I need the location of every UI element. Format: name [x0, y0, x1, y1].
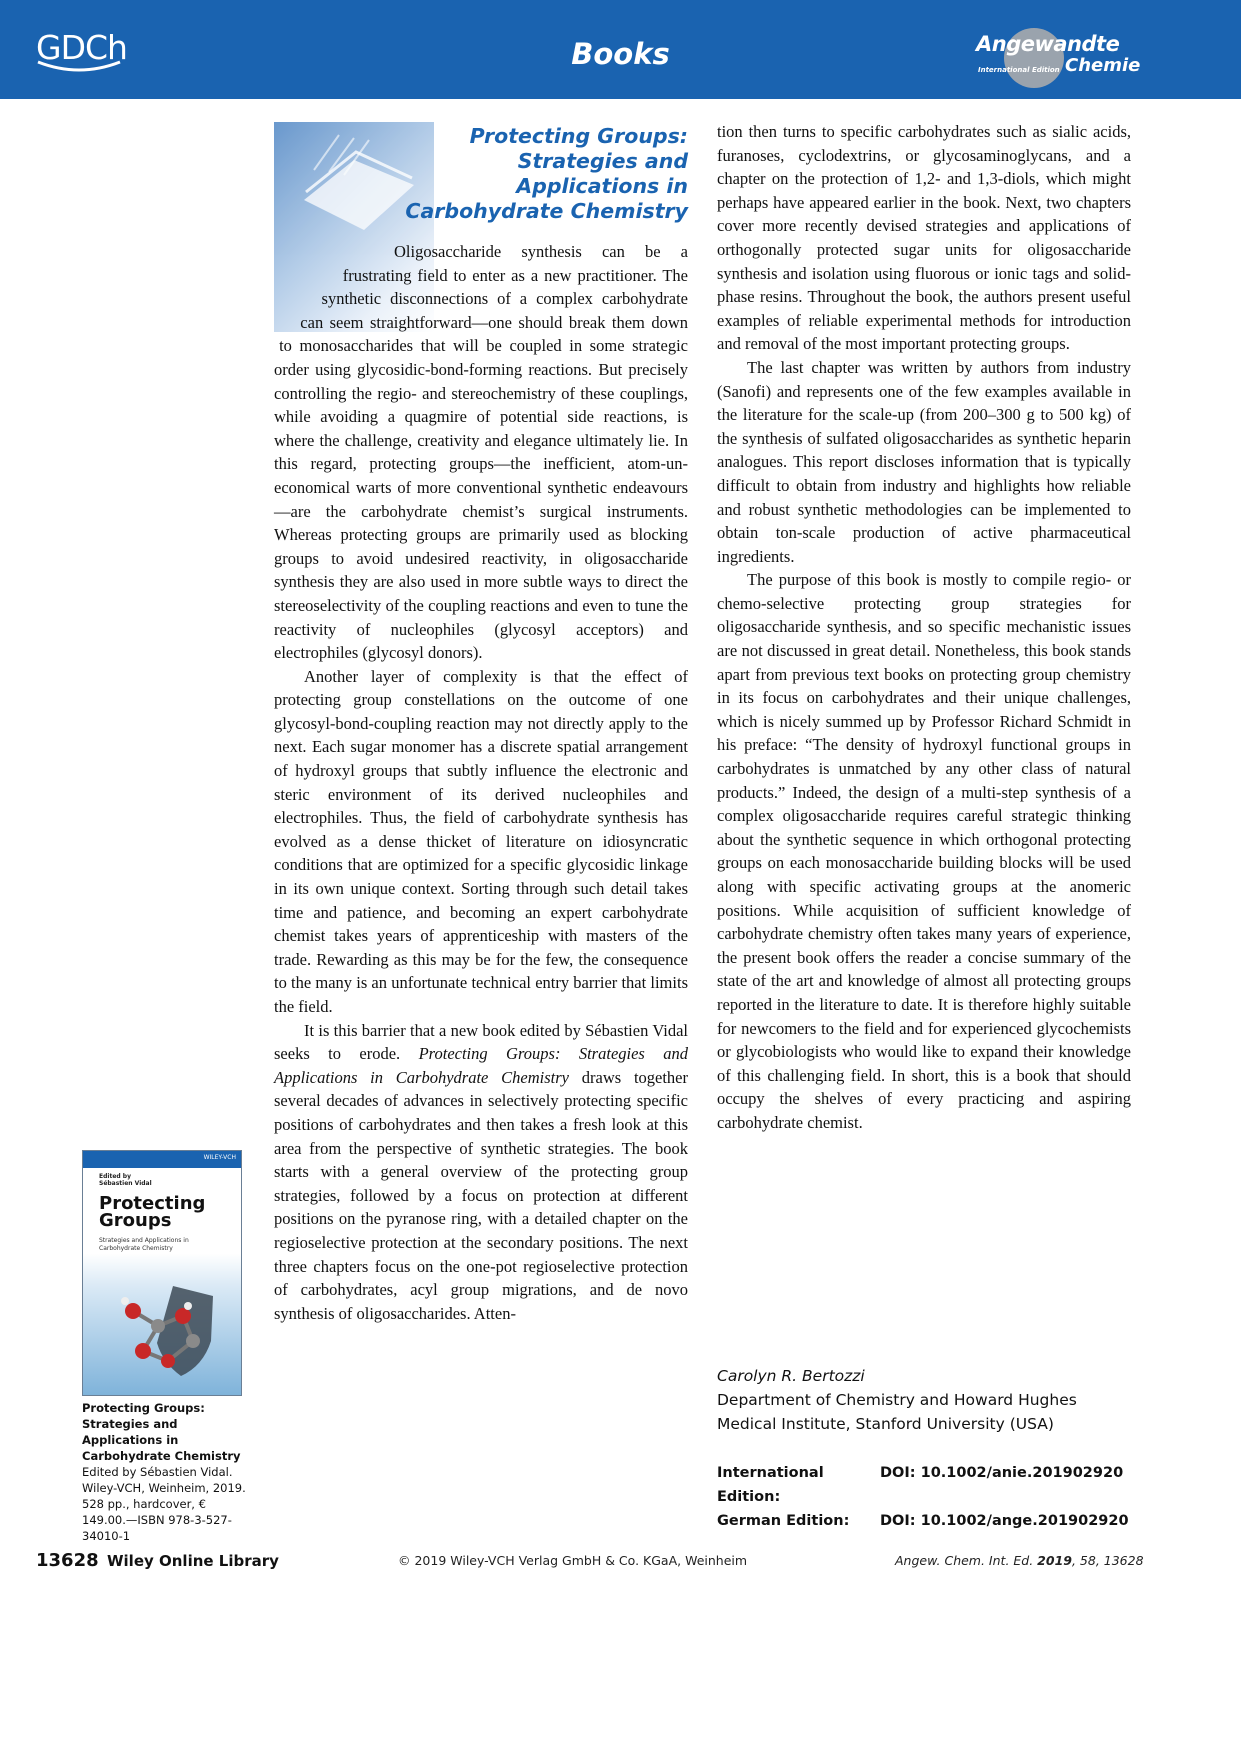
- cover-subtitle: Strategies and Applications in Carbohydrate Chemistry: [99, 1237, 189, 1252]
- cover-editor: [99, 1173, 152, 1187]
- journal-citation: [895, 1553, 1144, 1568]
- body-paragraph: The last chapter was written by authors from industry (Sanofi) and represents one of the few examples available in the literature for the scale-up (from 200–300 g to 500 kg) of the synthesis of sulfated oligosaccharides as synthetic heparin analogues. This report discloses information that is typically difficult to obtain from industry and highlights how reliable and robust synthetic methodologies can be implemented to obtain ton-scale production of active pharmaceutical ingredients.: [717, 357, 1131, 566]
- cover-title: [99, 1195, 205, 1229]
- cover-title-line: Groups: [99, 1210, 172, 1231]
- cover-publisher: WILEY-VCH: [203, 1154, 236, 1161]
- body-paragraph: [274, 1019, 688, 1326]
- cover-editor-line: Edited by: [99, 1173, 131, 1180]
- section-title: Books: [571, 37, 670, 71]
- citation-volume: , 58, 13628: [1071, 1553, 1144, 1568]
- body-paragraph: The purpose of this book is mostly to compile regio- or chemo-selective protecting group strategies for oligosaccharide synthesis, and so specific mechanistic issues are not discussed in great detail. Nonetheless, this book stands apart from previous text books on protecting group chemistry in its focus on carbohydrates and their unique challenges, which is nicely summed up by Professor Richard Schmidt in his preface: “The density of hydroxyl functional groups in carbohydrates is unmatched by any other class of natural products.” Indeed, the design of a multi-step synthesis of a complex oligosaccharide requires careful strategic thinking about the synthetic sequence in which orthogonal protecting groups on each monosaccharide building blocks will be used along with specific activating groups at the anomeric positions. While acquisition of sufficient knowledge of carbohydrate chemistry often takes many years of experience, the present book offers the reader a concise summary of the state of the art and knowledge of almost all protecting groups reported in the literature to date. It is therefore highly suitable for newcomers to the field and for experienced glycochemists or glycobiologists who would like to expand their knowledge of this challenging field. In short, this is a book that should occupy the shelves of every practicing and aspiring carbohydrate chemist.: [717, 570, 1131, 1132]
- citation-year: 2019: [1037, 1553, 1072, 1568]
- angewandte-logo-word: Angewandte: [976, 32, 1120, 56]
- left-text-column: [274, 240, 688, 1325]
- angewandte-logo[interactable]: [968, 26, 1140, 88]
- cover-title-line: Protecting: [99, 1193, 206, 1214]
- cover-editor-name: Sébastien Vidal: [99, 1180, 152, 1187]
- doi-intl-link[interactable]: DOI: 10.1002/anie.201902920: [880, 1465, 1124, 1481]
- page-footer: [0, 1550, 1241, 1574]
- doi-intl-label: International Edition:: [717, 1465, 824, 1505]
- wiley-online-library-link[interactable]: Wiley Online Library: [107, 1552, 279, 1570]
- doi-german-label: German Edition:: [717, 1513, 850, 1529]
- right-text-column: [717, 120, 1131, 1135]
- reviewer-affiliation: Department of Chemistry and Howard Hughes Medical Institute, Stanford University (USA): [717, 1391, 1077, 1433]
- doi-german-link[interactable]: DOI: 10.1002/ange.201902920: [880, 1513, 1129, 1529]
- book-title-italic: Protecting Groups: Strategies and Applications in Carbohydrate Chemistry: [274, 1044, 689, 1087]
- header-banner: [0, 0, 1241, 99]
- cover-band: [83, 1151, 241, 1168]
- body-text: It is this barrier that a new book edited by Sébastien Vidal seeks to erode.: [274, 1020, 688, 1064]
- review-title: Protecting Groups: Strategies and Applications in Carbohydrate Chemistry: [405, 124, 688, 223]
- chemie-logo-word: Chemie: [1065, 55, 1141, 76]
- body-text: draws together several decades of advances in selectively protecting specific positions of carbohydrates and then takes a fresh look at this area from the perspective of synthetic strategies. The book starts with a general overview of the protecting group strategies, followed by a focus on protection at different positions on the pyranose ring, with a detailed chapter on the regioselective protection at the secondary positions. The next three chapters focus on the one-pot regioselective protection of carbohydrates, acyl group migrations, and de novo synthesis of oligosaccharides. Atten-: [274, 1067, 688, 1323]
- caption-details: Edited by Sébastien Vidal. Wiley-VCH, Weinheim, 2019. 528 pp., hardcover, € 149.00.—ISBN 978-3-527-34010-1: [82, 1465, 246, 1543]
- reviewer-name: Carolyn R. Bertozzi: [717, 1367, 865, 1385]
- body-paragraph: tion then turns to specific carbohydrates such as sialic acids, furanoses, cyclodextrins, or glycosaminoglycans, and a chapter on the protection of 1,2- and 1,3-diols, which might perhaps have appeared earlier in the book. Next, two chapters cover more recently devised strategies and applications of orthogonally protected sugar units for oligosaccharide synthesis and isolation using fluorous or ionic tags and solid-phase resins. Throughout the book, the authors present useful examples of reliable experimental methods for introduction and removal of the most important protecting groups.: [717, 122, 1131, 354]
- gdch-logo-text: GDCh: [36, 28, 127, 67]
- molecule-shield-icon: [113, 1271, 223, 1381]
- body-paragraph: Another layer of complexity is that the effect of protecting group constellations on the outcome of one glycosyl-bond-coupling reaction may not directly apply to the next. Each sugar monomer has a discrete spatial arrangement of hydroxyl groups that subtly influence the electronic and steric environment of its derived nucleophiles and electrophiles. Thus, the field of carbohydrate synthesis has evolved as a dense thicket of literature on idiosyncratic conditions that are optimized for a specific glycosidic linkage in its own unique context. Sorting through such detail takes time and patience, and becoming an expert carbohydrate chemist takes years of apprenticeship with masters of the trade. Rewarding as this may be for the few, the consequence to the many is an unfortunate technical entry barrier that limits the field.: [274, 666, 688, 1016]
- caption-title: Protecting Groups: Strategies and Applications in Carbohydrate Chemistry: [82, 1401, 241, 1463]
- angewandte-logo-edition: International Edition: [978, 66, 1060, 74]
- book-cover-image: [82, 1150, 242, 1396]
- copyright-notice: © 2019 Wiley-VCH Verlag GmbH & Co. KGaA, Weinheim: [398, 1553, 748, 1568]
- reviewer-signature: [717, 1364, 1137, 1436]
- doi-block: [717, 1461, 1129, 1533]
- citation-journal: Angew. Chem. Int. Ed.: [895, 1553, 1038, 1568]
- book-caption: [82, 1400, 252, 1544]
- page-number: 13628: [36, 1550, 99, 1571]
- body-paragraph: Oligosaccharide synthesis can be a frustrating field to enter as a new practitioner. The synthetic disconnections of a complex carbohydrate can seem straightforward—one should break them down to monosaccharides that will be coupled in some strategic order using glycosidic-bond-forming reactions. But precisely controlling the regio- and stereochemistry of these couplings, while avoiding a quagmire of potential side reactions, is where the challenge, creativity and elegance ultimately lie. In this regard, protecting groups—the inefficient, atom-un-economical warts of more conventional synthetic endeavours—are the carbohydrate chemist’s surgical instruments. Whereas protecting groups are primarily used as blocking groups to avoid undesired reactivity, in oligosaccharide synthesis they are also used in more subtle ways to direct the stereoselectivity of the coupling reactions and even to tune the reactivity of nucleophiles (glycosyl acceptors) and electrophiles (glycosyl donors).: [274, 242, 688, 663]
